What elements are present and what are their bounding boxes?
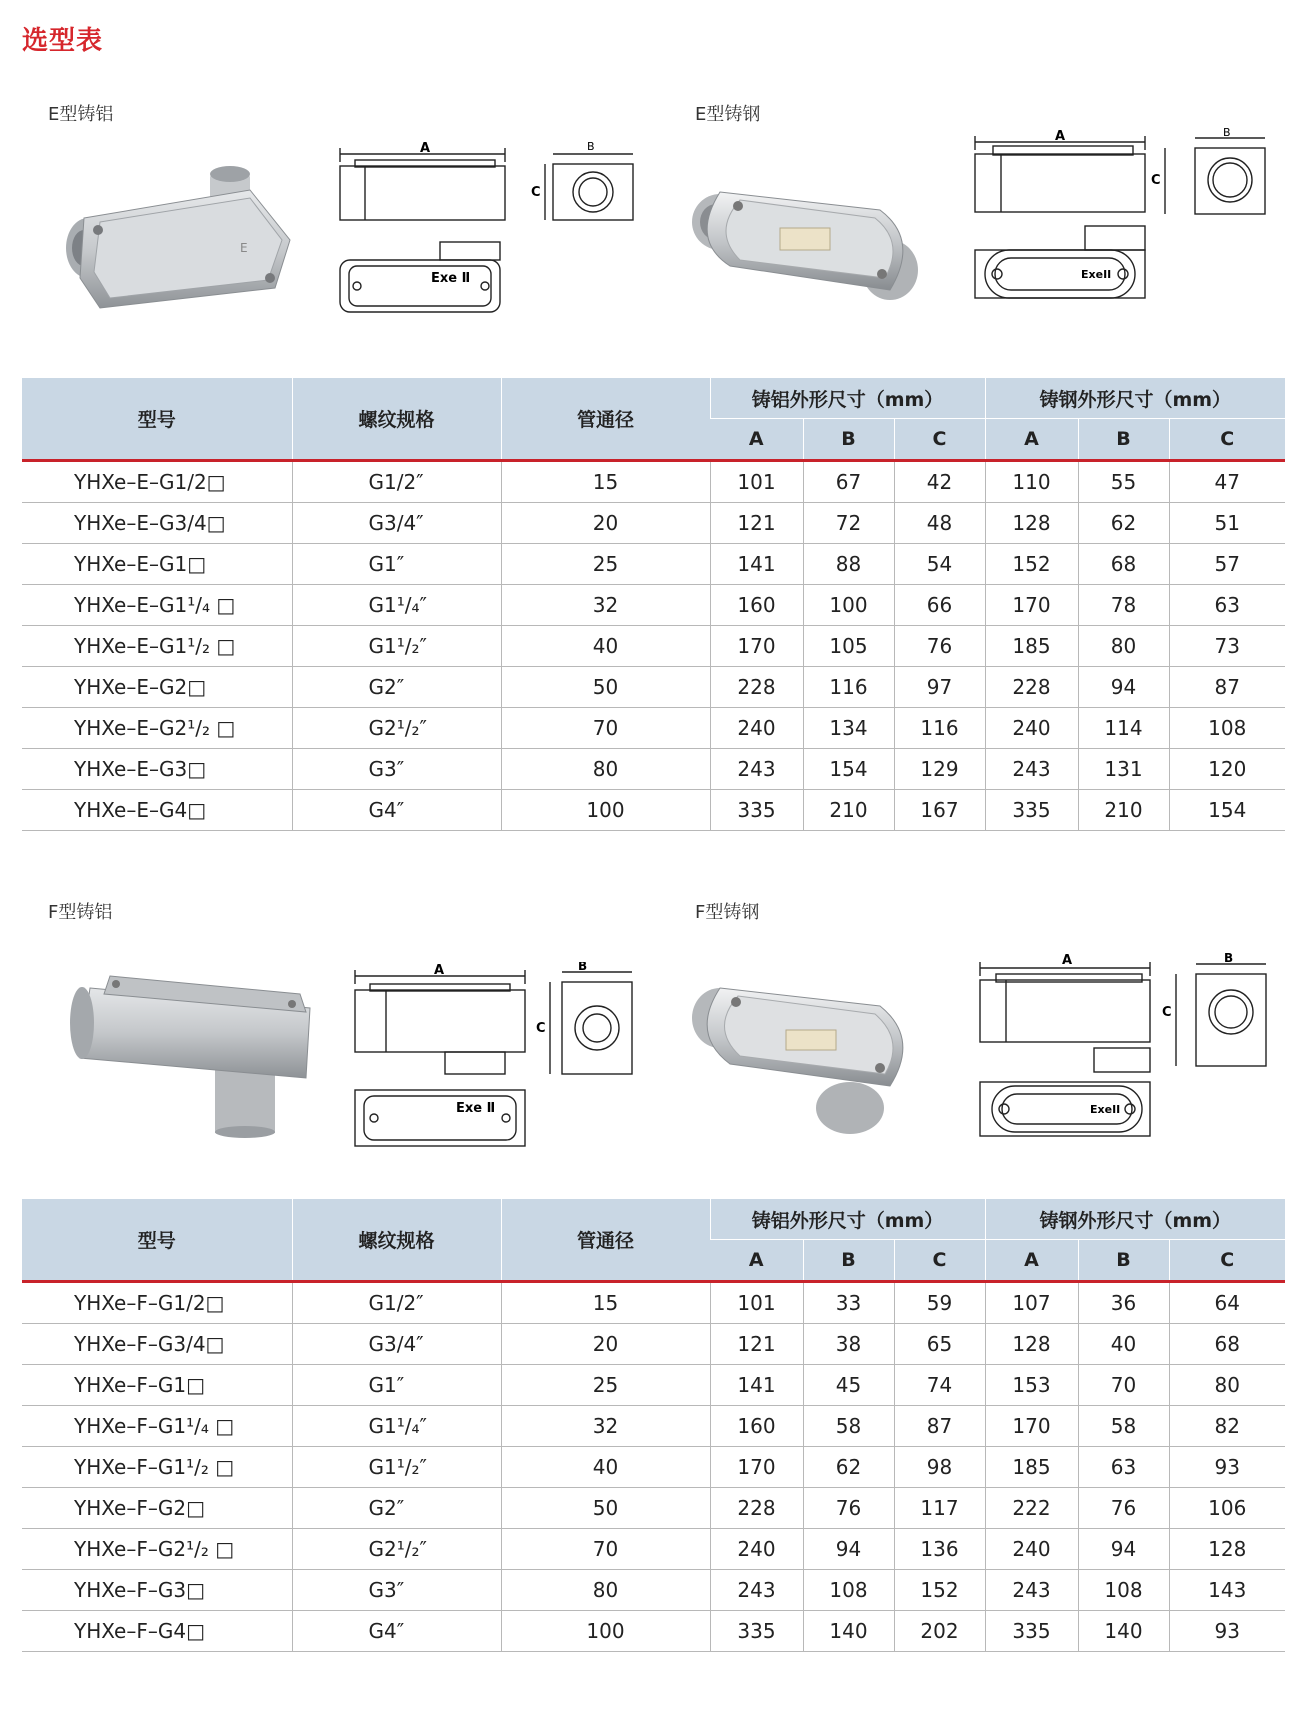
cell-thread: G3″ (292, 1570, 501, 1611)
cell-al-a: 240 (710, 708, 803, 749)
cell-al-b: 33 (803, 1282, 894, 1324)
cell-pipe: 80 (501, 1570, 710, 1611)
e-table-body (22, 461, 1285, 831)
cell-al-c: 74 (894, 1365, 985, 1406)
cell-al-a: 141 (710, 544, 803, 585)
cell-al-c: 76 (894, 626, 985, 667)
cell-thread: G3/4″ (292, 1324, 501, 1365)
cell-model: YHXe–E–G1□ (22, 544, 292, 585)
cell-st-a: 240 (985, 1529, 1078, 1570)
cell-st-b: 210 (1078, 790, 1169, 831)
cell-al-a: 121 (710, 503, 803, 544)
cell-al-a: 101 (710, 461, 803, 503)
cell-pipe: 25 (501, 1365, 710, 1406)
cell-pipe: 50 (501, 1488, 710, 1529)
cell-thread: G1¹/₄″ (292, 585, 501, 626)
cell-al-c: 59 (894, 1282, 985, 1324)
cell-al-b: 108 (803, 1570, 894, 1611)
cell-pipe: 15 (501, 1282, 710, 1324)
table-row (22, 1282, 1285, 1324)
label-f-aluminum: F型铸铝 (48, 902, 113, 923)
dim-a-label: A (1062, 953, 1073, 968)
table-row (22, 1447, 1285, 1488)
cell-al-b: 58 (803, 1406, 894, 1447)
label-f-steel: F型铸钢 (695, 902, 760, 923)
cell-st-c: 154 (1169, 790, 1285, 831)
table-row (22, 1324, 1285, 1365)
cell-st-a: 128 (985, 503, 1078, 544)
cell-al-c: 202 (894, 1611, 985, 1652)
cell-st-c: 93 (1169, 1611, 1285, 1652)
cell-model: YHXe–F–G3/4□ (22, 1324, 292, 1365)
dim-c-label: C (536, 1021, 546, 1036)
table-row (22, 667, 1285, 708)
svg-text:E: E (240, 241, 248, 255)
dim-a-label: A (420, 141, 431, 156)
col-thread: 螺纹规格 (292, 1199, 501, 1282)
cell-al-a: 243 (710, 749, 803, 790)
cell-st-a: 185 (985, 626, 1078, 667)
f-spec-table (22, 1199, 1285, 1652)
col-al-a: A (710, 419, 803, 461)
cell-thread: G1/2″ (292, 1282, 501, 1324)
cell-st-a: 240 (985, 708, 1078, 749)
cell-st-b: 78 (1078, 585, 1169, 626)
cell-st-c: 68 (1169, 1324, 1285, 1365)
cell-st-b: 36 (1078, 1282, 1169, 1324)
col-st-a: A (985, 1240, 1078, 1282)
cell-st-b: 76 (1078, 1488, 1169, 1529)
cell-al-a: 335 (710, 790, 803, 831)
dim-c-label: C (531, 185, 541, 200)
cell-st-c: 51 (1169, 503, 1285, 544)
cell-thread: G2″ (292, 667, 501, 708)
cell-st-c: 47 (1169, 461, 1285, 503)
cell-thread: G1″ (292, 544, 501, 585)
cell-al-c: 116 (894, 708, 985, 749)
cell-model: YHXe–F–G2□ (22, 1488, 292, 1529)
cell-pipe: 100 (501, 790, 710, 831)
cell-pipe: 70 (501, 708, 710, 749)
f-aluminum-photo (70, 968, 320, 1138)
cell-st-a: 152 (985, 544, 1078, 585)
cell-pipe: 32 (501, 1406, 710, 1447)
cell-thread: G2¹/₂″ (292, 708, 501, 749)
col-al-c: C (894, 1240, 985, 1282)
cell-st-c: 108 (1169, 708, 1285, 749)
cell-model: YHXe–E–G1¹/₂ □ (22, 626, 292, 667)
col-model: 型号 (22, 378, 292, 461)
cell-st-a: 335 (985, 790, 1078, 831)
cell-al-a: 170 (710, 1447, 803, 1488)
cell-pipe: 50 (501, 667, 710, 708)
col-model: 型号 (22, 1199, 292, 1282)
cell-al-b: 94 (803, 1529, 894, 1570)
cell-st-c: 128 (1169, 1529, 1285, 1570)
cell-st-c: 57 (1169, 544, 1285, 585)
cell-model: YHXe–F–G1¹/₂ □ (22, 1447, 292, 1488)
cell-al-a: 121 (710, 1324, 803, 1365)
cell-al-b: 100 (803, 585, 894, 626)
col-pipe: 管通径 (501, 378, 710, 461)
table-row (22, 1365, 1285, 1406)
col-st-c: C (1169, 1240, 1285, 1282)
cell-al-c: 48 (894, 503, 985, 544)
cell-st-c: 143 (1169, 1570, 1285, 1611)
cell-model: YHXe–E–G1¹/₄ □ (22, 585, 292, 626)
cell-al-b: 88 (803, 544, 894, 585)
cell-thread: G1¹/₂″ (292, 626, 501, 667)
cell-st-b: 108 (1078, 1570, 1169, 1611)
cell-st-a: 170 (985, 1406, 1078, 1447)
col-al-a: A (710, 1240, 803, 1282)
cell-st-c: 80 (1169, 1365, 1285, 1406)
cell-al-a: 160 (710, 585, 803, 626)
cell-model: YHXe–F–G2¹/₂ □ (22, 1529, 292, 1570)
cell-pipe: 40 (501, 1447, 710, 1488)
table-row (22, 1406, 1285, 1447)
cell-al-b: 62 (803, 1447, 894, 1488)
cell-st-a: 170 (985, 585, 1078, 626)
cell-al-a: 228 (710, 667, 803, 708)
label-e-aluminum: E型铸铝 (48, 104, 114, 125)
cell-st-b: 140 (1078, 1611, 1169, 1652)
cell-pipe: 15 (501, 461, 710, 503)
f-steel-drawing (972, 950, 1277, 1160)
cell-al-a: 141 (710, 1365, 803, 1406)
cell-model: YHXe–F–G1/2□ (22, 1282, 292, 1324)
cell-model: YHXe–E–G3□ (22, 749, 292, 790)
cell-thread: G4″ (292, 1611, 501, 1652)
cell-st-b: 55 (1078, 461, 1169, 503)
e-steel-drawing (965, 128, 1275, 328)
cell-st-a: 110 (985, 461, 1078, 503)
cell-al-b: 45 (803, 1365, 894, 1406)
cell-st-a: 335 (985, 1611, 1078, 1652)
cell-al-b: 154 (803, 749, 894, 790)
cell-pipe: 25 (501, 544, 710, 585)
cell-al-b: 76 (803, 1488, 894, 1529)
cell-st-a: 185 (985, 1447, 1078, 1488)
cell-al-c: 136 (894, 1529, 985, 1570)
cell-model: YHXe–F–G1□ (22, 1365, 292, 1406)
cell-st-b: 62 (1078, 503, 1169, 544)
cell-st-c: 93 (1169, 1447, 1285, 1488)
cell-st-a: 222 (985, 1488, 1078, 1529)
cell-model: YHXe–E–G4□ (22, 790, 292, 831)
cell-al-c: 54 (894, 544, 985, 585)
dim-b-label: B (587, 140, 595, 153)
cell-st-b: 131 (1078, 749, 1169, 790)
exe-mark: ExeII (1081, 268, 1112, 281)
cell-st-c: 73 (1169, 626, 1285, 667)
cell-al-c: 152 (894, 1570, 985, 1611)
cell-al-a: 170 (710, 626, 803, 667)
e-aluminum-photo (60, 160, 300, 320)
col-group-aluminum: 铸铝外形尺寸（mm） (710, 378, 985, 419)
cell-st-b: 58 (1078, 1406, 1169, 1447)
cell-st-c: 120 (1169, 749, 1285, 790)
cell-al-c: 167 (894, 790, 985, 831)
col-al-b: B (803, 419, 894, 461)
table-row (22, 626, 1285, 667)
cell-pipe: 100 (501, 1611, 710, 1652)
cell-model: YHXe–F–G1¹/₄ □ (22, 1406, 292, 1447)
col-pipe: 管通径 (501, 1199, 710, 1282)
cell-thread: G3/4″ (292, 503, 501, 544)
cell-pipe: 80 (501, 749, 710, 790)
table-row (22, 1570, 1285, 1611)
table-row (22, 1529, 1285, 1570)
cell-thread: G3″ (292, 749, 501, 790)
dim-b-label: B (1223, 128, 1231, 139)
col-group-steel: 铸钢外形尺寸（mm） (985, 378, 1285, 419)
cell-al-b: 38 (803, 1324, 894, 1365)
table-row (22, 544, 1285, 585)
exe-mark: Exe Ⅱ (431, 271, 471, 286)
cell-thread: G1¹/₄″ (292, 1406, 501, 1447)
table-row (22, 461, 1285, 503)
page-title: 选型表 (22, 26, 104, 56)
cell-st-c: 106 (1169, 1488, 1285, 1529)
cell-al-b: 72 (803, 503, 894, 544)
cell-st-a: 243 (985, 749, 1078, 790)
cell-st-b: 114 (1078, 708, 1169, 749)
table-row (22, 790, 1285, 831)
cell-al-c: 87 (894, 1406, 985, 1447)
exe-mark: Exe Ⅱ (456, 1101, 496, 1116)
table-row (22, 708, 1285, 749)
f-aluminum-drawing (350, 962, 650, 1152)
col-st-c: C (1169, 419, 1285, 461)
cell-al-c: 98 (894, 1447, 985, 1488)
cell-al-a: 228 (710, 1488, 803, 1529)
col-thread: 螺纹规格 (292, 378, 501, 461)
dim-b-label: B (578, 962, 588, 973)
cell-al-c: 97 (894, 667, 985, 708)
cell-st-b: 63 (1078, 1447, 1169, 1488)
dim-c-label: C (1151, 173, 1161, 188)
cell-st-a: 243 (985, 1570, 1078, 1611)
cell-pipe: 40 (501, 626, 710, 667)
cell-thread: G1″ (292, 1365, 501, 1406)
f-table-body (22, 1282, 1285, 1652)
cell-st-a: 228 (985, 667, 1078, 708)
table-row (22, 503, 1285, 544)
cell-thread: G1¹/₂″ (292, 1447, 501, 1488)
cell-st-b: 94 (1078, 667, 1169, 708)
col-st-b: B (1078, 419, 1169, 461)
cell-model: YHXe–E–G1/2□ (22, 461, 292, 503)
cell-thread: G4″ (292, 790, 501, 831)
cell-st-c: 82 (1169, 1406, 1285, 1447)
cell-st-c: 64 (1169, 1282, 1285, 1324)
cell-st-c: 63 (1169, 585, 1285, 626)
cell-thread: G2¹/₂″ (292, 1529, 501, 1570)
col-st-b: B (1078, 1240, 1169, 1282)
table-row (22, 1488, 1285, 1529)
f-steel-photo (690, 968, 930, 1138)
cell-st-a: 107 (985, 1282, 1078, 1324)
cell-thread: G1/2″ (292, 461, 501, 503)
cell-st-a: 153 (985, 1365, 1078, 1406)
dim-c-label: C (1162, 1005, 1172, 1020)
cell-st-a: 128 (985, 1324, 1078, 1365)
cell-al-c: 65 (894, 1324, 985, 1365)
cell-al-a: 243 (710, 1570, 803, 1611)
cell-model: YHXe–E–G2¹/₂ □ (22, 708, 292, 749)
label-e-steel: E型铸钢 (695, 104, 761, 125)
cell-al-c: 129 (894, 749, 985, 790)
col-group-aluminum: 铸铝外形尺寸（mm） (710, 1199, 985, 1240)
cell-st-b: 80 (1078, 626, 1169, 667)
cell-al-a: 160 (710, 1406, 803, 1447)
table-row (22, 585, 1285, 626)
e-steel-photo (690, 170, 930, 320)
cell-model: YHXe–E–G3/4□ (22, 503, 292, 544)
table-row (22, 1611, 1285, 1652)
cell-st-b: 68 (1078, 544, 1169, 585)
cell-al-c: 117 (894, 1488, 985, 1529)
cell-al-b: 210 (803, 790, 894, 831)
cell-st-b: 94 (1078, 1529, 1169, 1570)
cell-al-c: 66 (894, 585, 985, 626)
cell-model: YHXe–F–G3□ (22, 1570, 292, 1611)
cell-al-b: 116 (803, 667, 894, 708)
cell-thread: G2″ (292, 1488, 501, 1529)
cell-pipe: 20 (501, 1324, 710, 1365)
table-row (22, 749, 1285, 790)
dim-b-label: B (1224, 951, 1234, 965)
col-al-c: C (894, 419, 985, 461)
cell-al-b: 67 (803, 461, 894, 503)
exe-mark: ExeII (1090, 1103, 1121, 1116)
cell-pipe: 32 (501, 585, 710, 626)
cell-al-a: 240 (710, 1529, 803, 1570)
e-aluminum-drawing (335, 140, 635, 325)
e-spec-table (22, 378, 1285, 831)
col-group-steel: 铸钢外形尺寸（mm） (985, 1199, 1285, 1240)
cell-pipe: 70 (501, 1529, 710, 1570)
cell-al-b: 140 (803, 1611, 894, 1652)
dim-a-label: A (1055, 129, 1066, 144)
dim-a-label: A (434, 963, 445, 978)
cell-al-b: 134 (803, 708, 894, 749)
cell-model: YHXe–F–G4□ (22, 1611, 292, 1652)
cell-model: YHXe–E–G2□ (22, 667, 292, 708)
cell-al-b: 105 (803, 626, 894, 667)
cell-st-c: 87 (1169, 667, 1285, 708)
cell-al-c: 42 (894, 461, 985, 503)
cell-al-a: 335 (710, 1611, 803, 1652)
cell-st-b: 70 (1078, 1365, 1169, 1406)
col-st-a: A (985, 419, 1078, 461)
col-al-b: B (803, 1240, 894, 1282)
cell-al-a: 101 (710, 1282, 803, 1324)
cell-pipe: 20 (501, 503, 710, 544)
cell-st-b: 40 (1078, 1324, 1169, 1365)
